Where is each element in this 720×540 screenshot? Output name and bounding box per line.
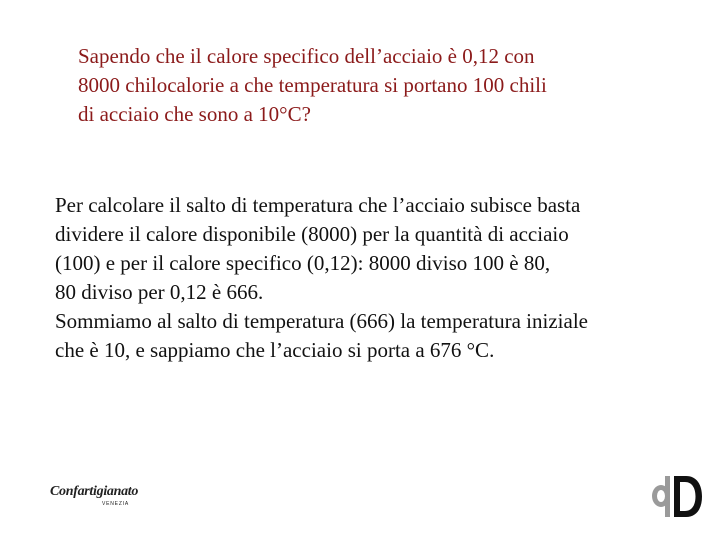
answer-line: che è 10, e sappiamo che l’acciaio si porta a 676 °C. (55, 338, 495, 362)
answer-line: Sommiamo al salto di temperatura (666) la temperatura iniziale (55, 309, 588, 333)
answer-line: Per calcolare il salto di temperatura che l’acciaio subisce basta (55, 193, 581, 217)
question-line: 8000 chilocalorie a che temperatura si portano 100 chili (78, 73, 547, 97)
dd-logo (648, 470, 704, 522)
answer-text (55, 191, 695, 365)
question-line: di acciaio che sono a 10°C? (78, 102, 311, 126)
answer-line: (100) e per il calore specifico (0,12): 8000 diviso 100 è 80, (55, 251, 551, 275)
question-text (78, 42, 638, 129)
dd-logo-mark (648, 470, 704, 522)
confartigianato-logo (50, 484, 145, 510)
question-line: Sapendo che il calore specifico dell’acciaio è 0,12 con (78, 44, 535, 68)
logo-wordmark: Confartigianato (50, 484, 139, 499)
logo-subtitle: VENEZIA (102, 501, 129, 507)
answer-line: 80 diviso per 0,12 è 666. (55, 280, 264, 304)
answer-line: dividere il calore disponibile (8000) per la quantità di acciaio (55, 222, 569, 246)
